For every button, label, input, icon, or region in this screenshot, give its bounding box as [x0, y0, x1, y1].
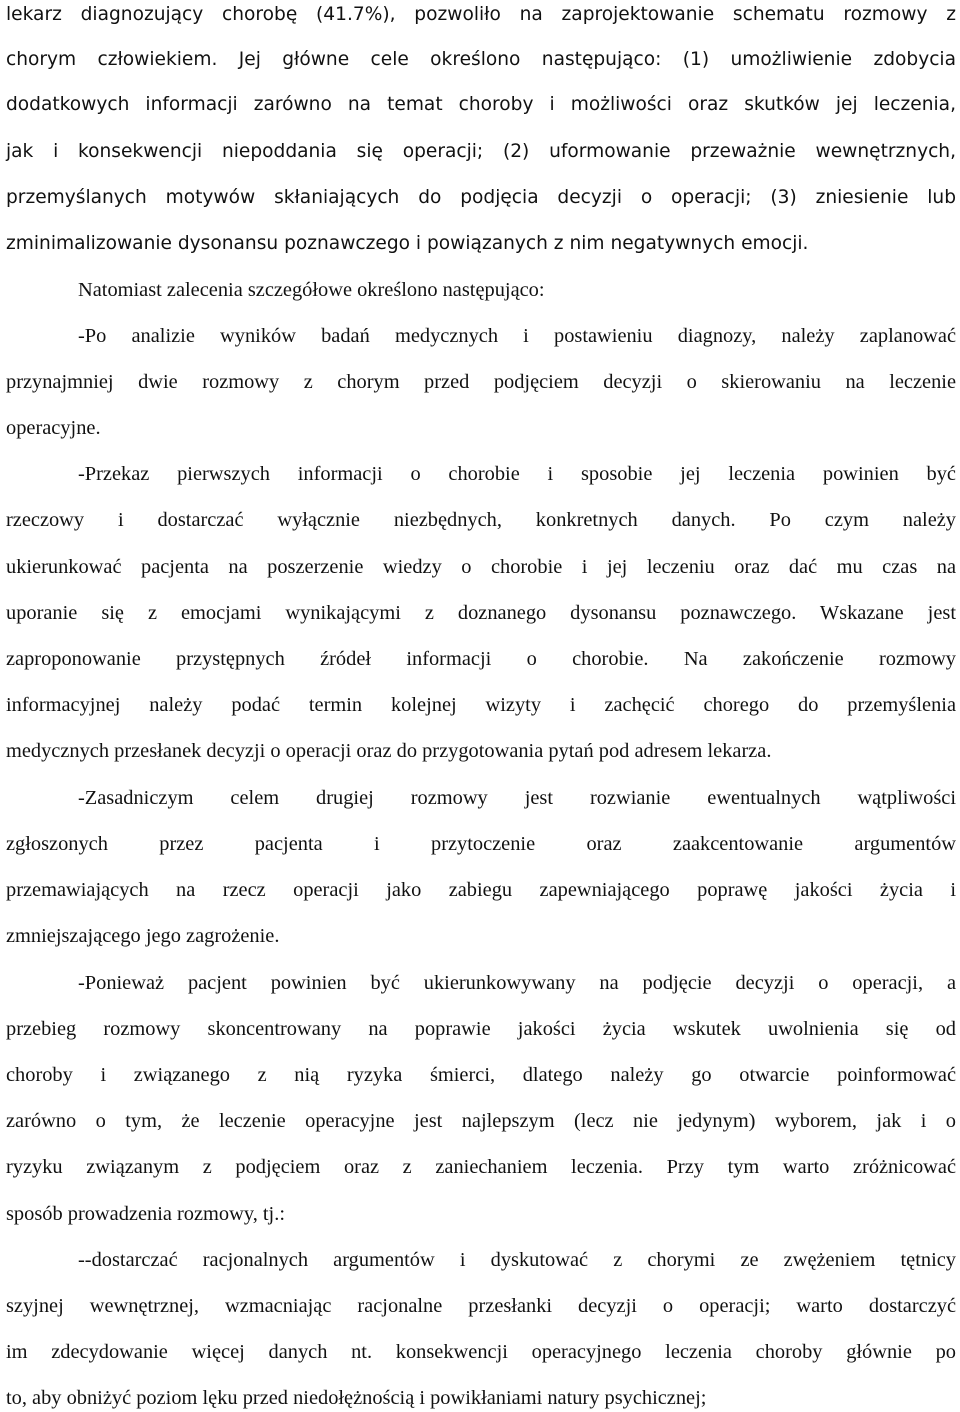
text-line: rzeczowy i dostarczać wyłącznie niezbędnych, konkretnych danych. Po czym należy [6, 509, 956, 531]
text-line: --dostarczać racjonalnych argumentów i dyskutować z chorymi ze zwężeniem tętnicy [78, 1249, 956, 1271]
text-line: ryzyku związanym z podjęciem oraz z zaniechaniem leczenia. Przy tym warto zróżnicować [6, 1156, 956, 1178]
text-line: jak i konsekwencji niepoddania się operacji; (2) uformowanie przeważnie wewnętrznych, [6, 141, 956, 162]
text-line: dodatkowych informacji zarówno na temat choroby i możliwości oraz skutków jej leczenia, [6, 94, 956, 115]
text-line: -Zasadniczym celem drugiej rozmowy jest rozwianie ewentualnych wątpliwości [78, 787, 956, 809]
text-line: -Po analizie wyników badań medycznych i postawieniu diagnozy, należy zaplanować [78, 325, 956, 347]
text-line: zaproponowanie przystępnych źródeł informacji o chorobie. Na zakończenie rozmowy [6, 648, 956, 670]
text-line: zminimalizowanie dysonansu poznawczego i powiązanych z nim negatywnych emocji. [6, 233, 809, 254]
text-line: choroby i związanego z nią ryzyka śmierci, dlatego należy go otwarcie poinformować [6, 1064, 956, 1086]
text-line: informacyjnej należy podać termin kolejnej wizyty i zachęcić chorego do przemyślenia [6, 694, 956, 716]
text-line: medycznych przesłanek decyzji o operacji oraz do przygotowania pytań pod adresem lekarza. [6, 740, 772, 762]
text-line: Natomiast zalecenia szczegółowe określono następująco: [78, 279, 545, 301]
text-line: im zdecydowanie więcej danych nt. konsekwencji operacyjnego leczenia choroby głównie po [6, 1341, 956, 1363]
text-line: operacyjne. [6, 417, 101, 439]
text-line: to, aby obniżyć poziom lęku przed niedołężnością i powikłaniami natury psychicznej; [6, 1387, 707, 1409]
text-line: przemyślanych motywów skłaniających do podjęcia decyzji o operacji; (3) zniesienie lub [6, 187, 956, 208]
text-line: szyjnej wewnętrznej, wzmacniając racjonalne przesłanki decyzji o operacji; warto dostarczyć [6, 1295, 956, 1317]
text-line: zmniejszającego jego zagrożenie. [6, 925, 280, 947]
text-line: przemawiających na rzecz operacji jako zabiegu zapewniającego poprawę jakości życia i [6, 879, 956, 901]
text-line: -Ponieważ pacjent powinien być ukierunkowywany na podjęcie decyzji o operacji, a [78, 972, 956, 994]
text-line: lekarz diagnozujący chorobę (41.7%), pozwoliło na zaprojektowanie schematu rozmowy z [6, 4, 956, 25]
text-line: przynajmniej dwie rozmowy z chorym przed podjęciem decyzji o skierowaniu na leczenie [6, 371, 956, 393]
text-line: zgłoszonych przez pacjenta i przytoczenie oraz zaakcentowanie argumentów [6, 833, 956, 855]
text-line: przebieg rozmowy skoncentrowany na poprawie jakości życia wskutek uwolnienia się od [6, 1018, 956, 1040]
text-line: ukierunkować pacjenta na poszerzenie wiedzy o chorobie i jej leczeniu oraz dać mu czas na [6, 556, 956, 578]
text-line: sposób prowadzenia rozmowy, tj.: [6, 1203, 285, 1225]
text-line: zarówno o tym, że leczenie operacyjne jest najlepszym (lecz nie jedynym) wyborem, jak i o [6, 1110, 956, 1132]
text-line: chorym człowiekiem. Jej główne cele określono następująco: (1) umożliwienie zdobycia [6, 49, 956, 70]
text-line: uporanie się z emocjami wynikającymi z doznanego dysonansu poznawczego. Wskazane jest [6, 602, 956, 624]
text-line: -Przekaz pierwszych informacji o chorobie i sposobie jej leczenia powinien być [78, 463, 956, 485]
